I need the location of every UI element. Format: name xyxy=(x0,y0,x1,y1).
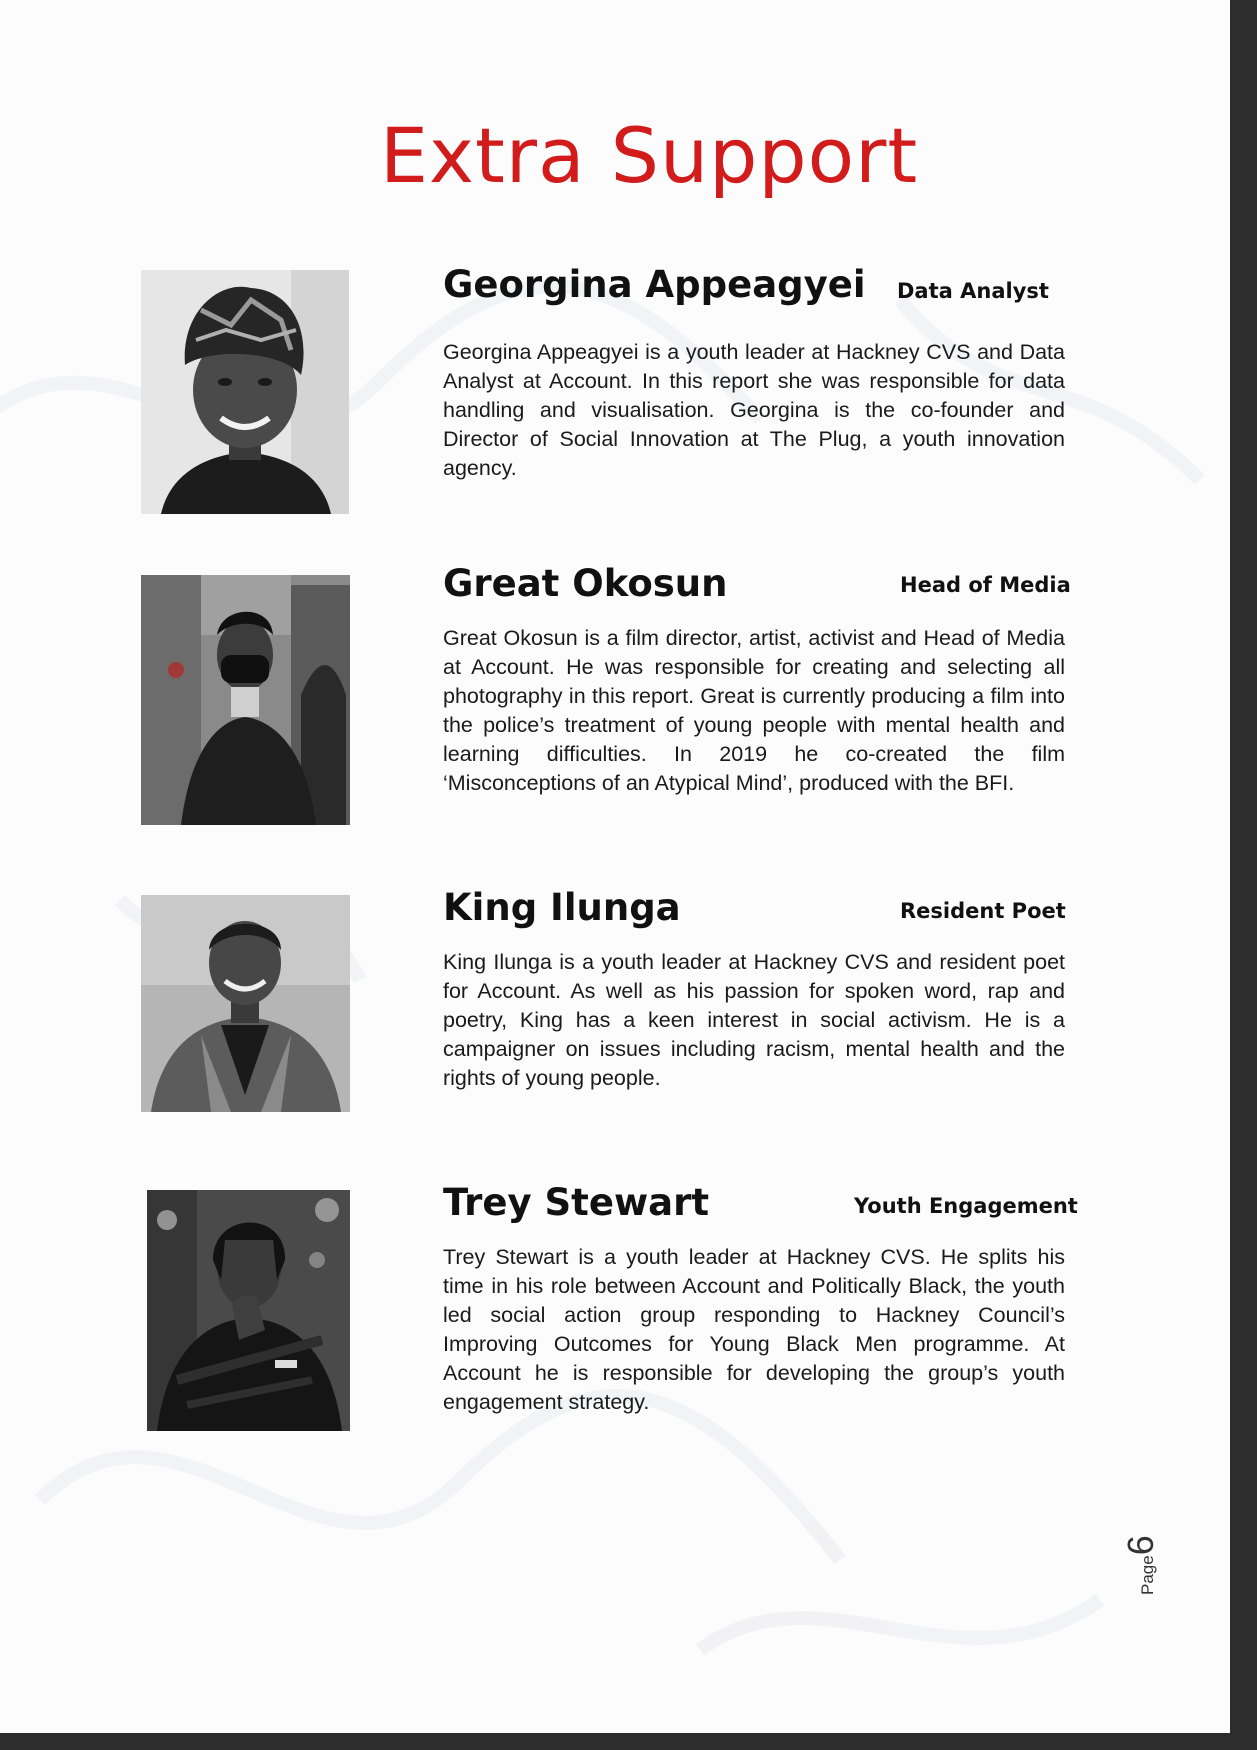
portrait-image xyxy=(147,1190,350,1431)
page-number xyxy=(1120,1505,1190,1595)
profile-photo-trey xyxy=(147,1190,350,1431)
profile-bio: King Ilunga is a youth leader at Hackney CVS and resident poet for Account. As well as his passion for spoken word, rap and poetry, King has a keen interest in social activism. He is a campaigner on issues including racism, mental health and the rights of young people. xyxy=(443,950,1065,1090)
portrait-image xyxy=(141,575,350,825)
profile-photo-georgina xyxy=(141,270,349,514)
page-label: Page xyxy=(1138,1555,1157,1595)
viewer-bottom-edge xyxy=(0,1733,1257,1750)
viewer-edge xyxy=(1230,0,1257,1750)
profile-photo-great xyxy=(141,575,350,825)
profile-role: Head of Media xyxy=(900,573,1071,597)
profile-role: Data Analyst xyxy=(897,279,1049,303)
portrait-image xyxy=(141,270,349,514)
profile-role: Resident Poet xyxy=(900,899,1066,923)
profile-photo-king xyxy=(141,895,350,1112)
profile-name: Trey Stewart xyxy=(443,1181,710,1224)
profile-bio: Great Okosun is a film director, artist, activist and Head of Media at Account. He was responsible for creating and selecting all photography in this report. Great is currently producing a film into the police’s treatment of young people with mental health and learning difficulties. In 2019 he co-created the film ‘Misconceptions of an Atypical Mind’, produced with the BFI. xyxy=(443,626,1065,795)
profile-name: Great Okosun xyxy=(443,562,728,605)
page-title: Extra Support xyxy=(380,111,919,200)
profile-bio: Trey Stewart is a youth leader at Hackney CVS. He splits his time in his role between Account and Politically Black, the youth led social action group responding to Hackney Council’s Improving Outcomes for Young Black Men programme. At Account he is responsible for developing the group’s youth engagement strategy. xyxy=(443,1245,1065,1414)
profile-role: Youth Engagement xyxy=(854,1194,1078,1218)
profile-name: King Ilunga xyxy=(443,886,681,929)
portrait-image xyxy=(141,895,350,1112)
profile-bio: Georgina Appeagyei is a youth leader at Hackney CVS and Data Analyst at Account. In this report she was responsible for data handling and visualisation. Georgina is the co-founder and Director of Social Innovation at The Plug, a youth innovation agency. xyxy=(443,340,1065,480)
profile-name: Georgina Appeagyei xyxy=(443,263,866,306)
page-digit: 6 xyxy=(1120,1535,1161,1556)
